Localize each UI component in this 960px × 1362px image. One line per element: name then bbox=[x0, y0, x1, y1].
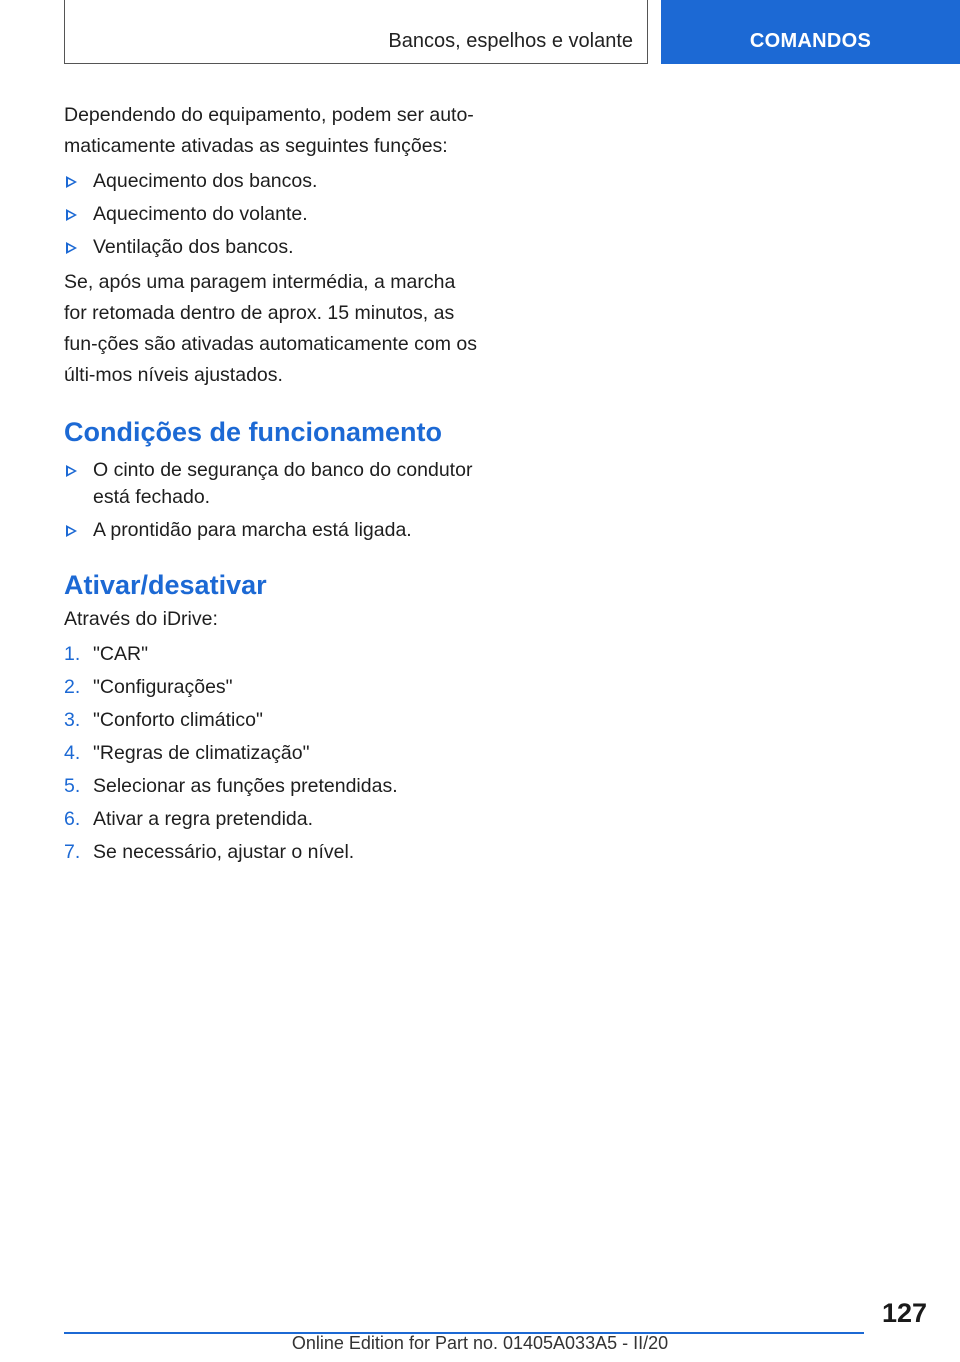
triangle-bullet-icon bbox=[66, 242, 77, 254]
step-text: Se necessário, ajustar o nível. bbox=[93, 841, 355, 863]
activate-heading: Ativar/desativar bbox=[64, 570, 267, 600]
list-item-text: O cinto de segurança do banco do condutor está fechado. bbox=[93, 459, 473, 508]
chapter-tab[interactable]: COMANDOS bbox=[661, 0, 960, 64]
triangle-bullet-icon bbox=[66, 176, 77, 188]
conditions-heading: Condições de funcionamento bbox=[64, 417, 443, 447]
step-number: 1. bbox=[64, 643, 81, 665]
list-item-text: Ventilação dos bancos. bbox=[93, 236, 294, 258]
triangle-bullet-icon bbox=[66, 525, 77, 537]
resume-paragraph: Se, após uma paragem intermédia, a marcha for retomada dentro de aprox. 15 minutos, as fun-ções são ativadas automaticamente com os últi-mos níveis ajustados. bbox=[64, 271, 477, 386]
footer-edition: Online Edition for Part no. 01405A033A5 - II/20 bbox=[291, 1333, 669, 1353]
steps-list bbox=[64, 641, 480, 866]
step-text: Ativar a regra pretendida. bbox=[93, 808, 314, 830]
step-text: Selecionar as funções pretendidas. bbox=[93, 775, 398, 797]
triangle-bullet-icon bbox=[66, 465, 77, 477]
step-number: 6. bbox=[64, 808, 81, 830]
step-text: "CAR" bbox=[93, 643, 149, 665]
list-item bbox=[64, 168, 480, 195]
step-number: 3. bbox=[64, 709, 81, 731]
page-number: 127 bbox=[881, 1298, 927, 1328]
step-number: 4. bbox=[64, 742, 81, 764]
step-number: 7. bbox=[64, 841, 81, 863]
page-content bbox=[64, 100, 480, 872]
step-number: 2. bbox=[64, 676, 81, 698]
step-item bbox=[64, 674, 480, 701]
step-item bbox=[64, 806, 480, 833]
list-item bbox=[64, 234, 480, 261]
step-text: "Conforto climático" bbox=[93, 709, 263, 731]
list-item-text: Aquecimento do volante. bbox=[93, 203, 308, 225]
list-item bbox=[64, 201, 480, 228]
list-item-text: A prontidão para marcha está ligada. bbox=[93, 519, 412, 541]
step-text: "Configurações" bbox=[93, 676, 233, 698]
activate-intro: Através do iDrive: bbox=[64, 608, 218, 630]
section-title: Bancos, espelhos e volante bbox=[388, 30, 633, 52]
step-item bbox=[64, 707, 480, 734]
intro-paragraph: Dependendo do equipamento, podem ser auto-maticamente ativadas as seguintes funções: bbox=[64, 104, 474, 157]
list-item bbox=[64, 517, 480, 544]
conditions-bullet-list bbox=[64, 457, 480, 544]
intro-bullet-list bbox=[64, 168, 480, 261]
triangle-bullet-icon bbox=[66, 209, 77, 221]
step-text: "Regras de climatização" bbox=[93, 742, 310, 764]
step-item bbox=[64, 773, 480, 800]
header-box bbox=[64, 0, 648, 64]
step-number: 5. bbox=[64, 775, 81, 797]
step-item bbox=[64, 740, 480, 767]
step-item bbox=[64, 641, 480, 668]
list-item-text: Aquecimento dos bancos. bbox=[93, 170, 318, 192]
list-item bbox=[64, 457, 480, 511]
step-item bbox=[64, 839, 480, 866]
